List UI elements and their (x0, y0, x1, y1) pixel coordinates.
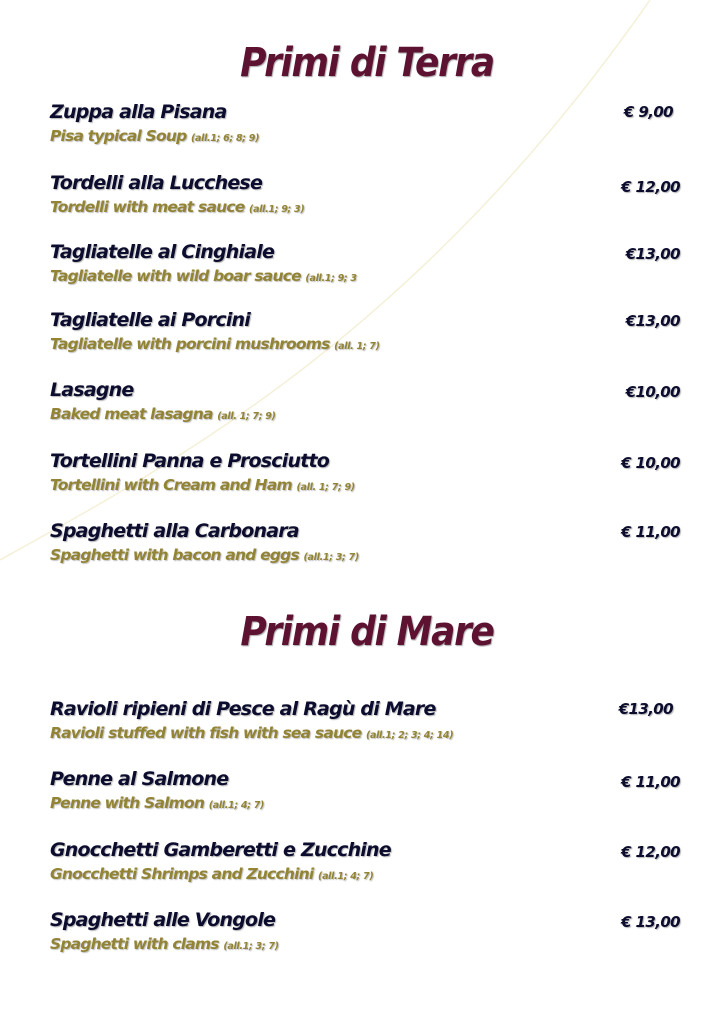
item-description (50, 335, 380, 353)
item-description (50, 865, 373, 883)
item-description (50, 127, 259, 145)
item-desc-text: Spaghetti with bacon and eggs (50, 546, 299, 564)
item-price: €13,00 (618, 700, 673, 718)
item-name: Lasagne (50, 379, 134, 401)
item-allergens: (all. 1; 7; 9) (217, 411, 276, 422)
item-description (50, 794, 264, 812)
menu-item (50, 768, 680, 822)
item-description (50, 267, 357, 285)
section-title: Primi di Mare (240, 609, 494, 655)
menu-item (50, 172, 680, 226)
item-desc-text: Tordelli with meat sauce (50, 198, 245, 216)
item-name: Penne al Salmone (50, 768, 229, 790)
item-allergens: (all.1; 2; 3; 4; 14) (365, 730, 454, 741)
item-name: Ravioli ripieni di Pesce al Ragù di Mare (50, 698, 436, 720)
item-desc-text: Gnocchetti Shrimps and Zucchini (50, 865, 314, 883)
item-name: Tagliatelle al Cinghiale (50, 241, 275, 263)
item-desc-text: Baked meat lasagna (50, 405, 213, 423)
item-price: €13,00 (625, 245, 680, 263)
menu-item (50, 698, 680, 752)
item-allergens: (all. 1; 7; 9) (296, 482, 355, 493)
item-desc-text: Spaghetti with clams (50, 935, 219, 953)
item-allergens: (all.1; 4; 7) (208, 800, 265, 811)
menu-item (50, 520, 680, 574)
item-description (50, 476, 355, 494)
menu-item (50, 241, 680, 295)
item-allergens: (all.1; 9; 3) (249, 204, 305, 215)
item-desc-text: Tagliatelle with porcini mushrooms (50, 335, 335, 353)
item-description (50, 198, 304, 216)
menu-item (50, 450, 680, 504)
item-description (50, 724, 453, 742)
menu-item (50, 909, 680, 963)
menu-item (50, 309, 680, 363)
item-price: € 11,00 (621, 523, 680, 541)
item-name: Tagliatelle ai Porcini (50, 309, 250, 331)
item-price: € 12,00 (621, 178, 680, 196)
item-allergens: (all.1; 3; 7) (303, 552, 359, 563)
item-price: € 12,00 (621, 843, 680, 861)
item-price: €13,00 (625, 312, 680, 330)
menu-item (50, 101, 680, 155)
item-description (50, 405, 276, 423)
item-price: € 10,00 (621, 454, 680, 472)
item-allergens: (all.1; 3; 7) (223, 941, 279, 952)
menu-item (50, 379, 680, 433)
item-price: €10,00 (625, 383, 680, 401)
item-name: Gnocchetti Gamberetti e Zucchine (50, 839, 391, 861)
item-desc-text: Pisa typical Soup (50, 127, 187, 145)
item-price: € 11,00 (621, 773, 680, 791)
item-desc-text: Tortellini with Cream and Ham (50, 476, 292, 494)
item-desc-text: Tagliatelle with wild boar sauce (50, 267, 301, 285)
item-name: Tordelli alla Lucchese (50, 172, 263, 194)
item-allergens: (all. 1; 7) (334, 341, 380, 352)
item-allergens: (all.1; 4; 7) (318, 871, 374, 882)
item-allergens: (all.1; 9; 3 (305, 273, 357, 284)
menu-item (50, 839, 680, 893)
item-allergens: (all.1; 6; 8; 9) (190, 133, 260, 144)
item-desc-text: Penne with Salmon (50, 794, 205, 812)
item-name: Spaghetti alla Carbonara (50, 520, 299, 542)
item-name: Tortellini Panna e Prosciutto (50, 450, 330, 472)
item-description (50, 935, 279, 953)
item-desc-text: Ravioli stuffed with fish with sea sauce (50, 724, 362, 742)
item-name: Spaghetti alle Vongole (50, 909, 276, 931)
item-description (50, 546, 359, 564)
item-price: € 9,00 (623, 103, 673, 121)
item-price: € 13,00 (621, 913, 680, 931)
section-title: Primi di Terra (240, 40, 494, 86)
item-name: Zuppa alla Pisana (50, 101, 227, 123)
